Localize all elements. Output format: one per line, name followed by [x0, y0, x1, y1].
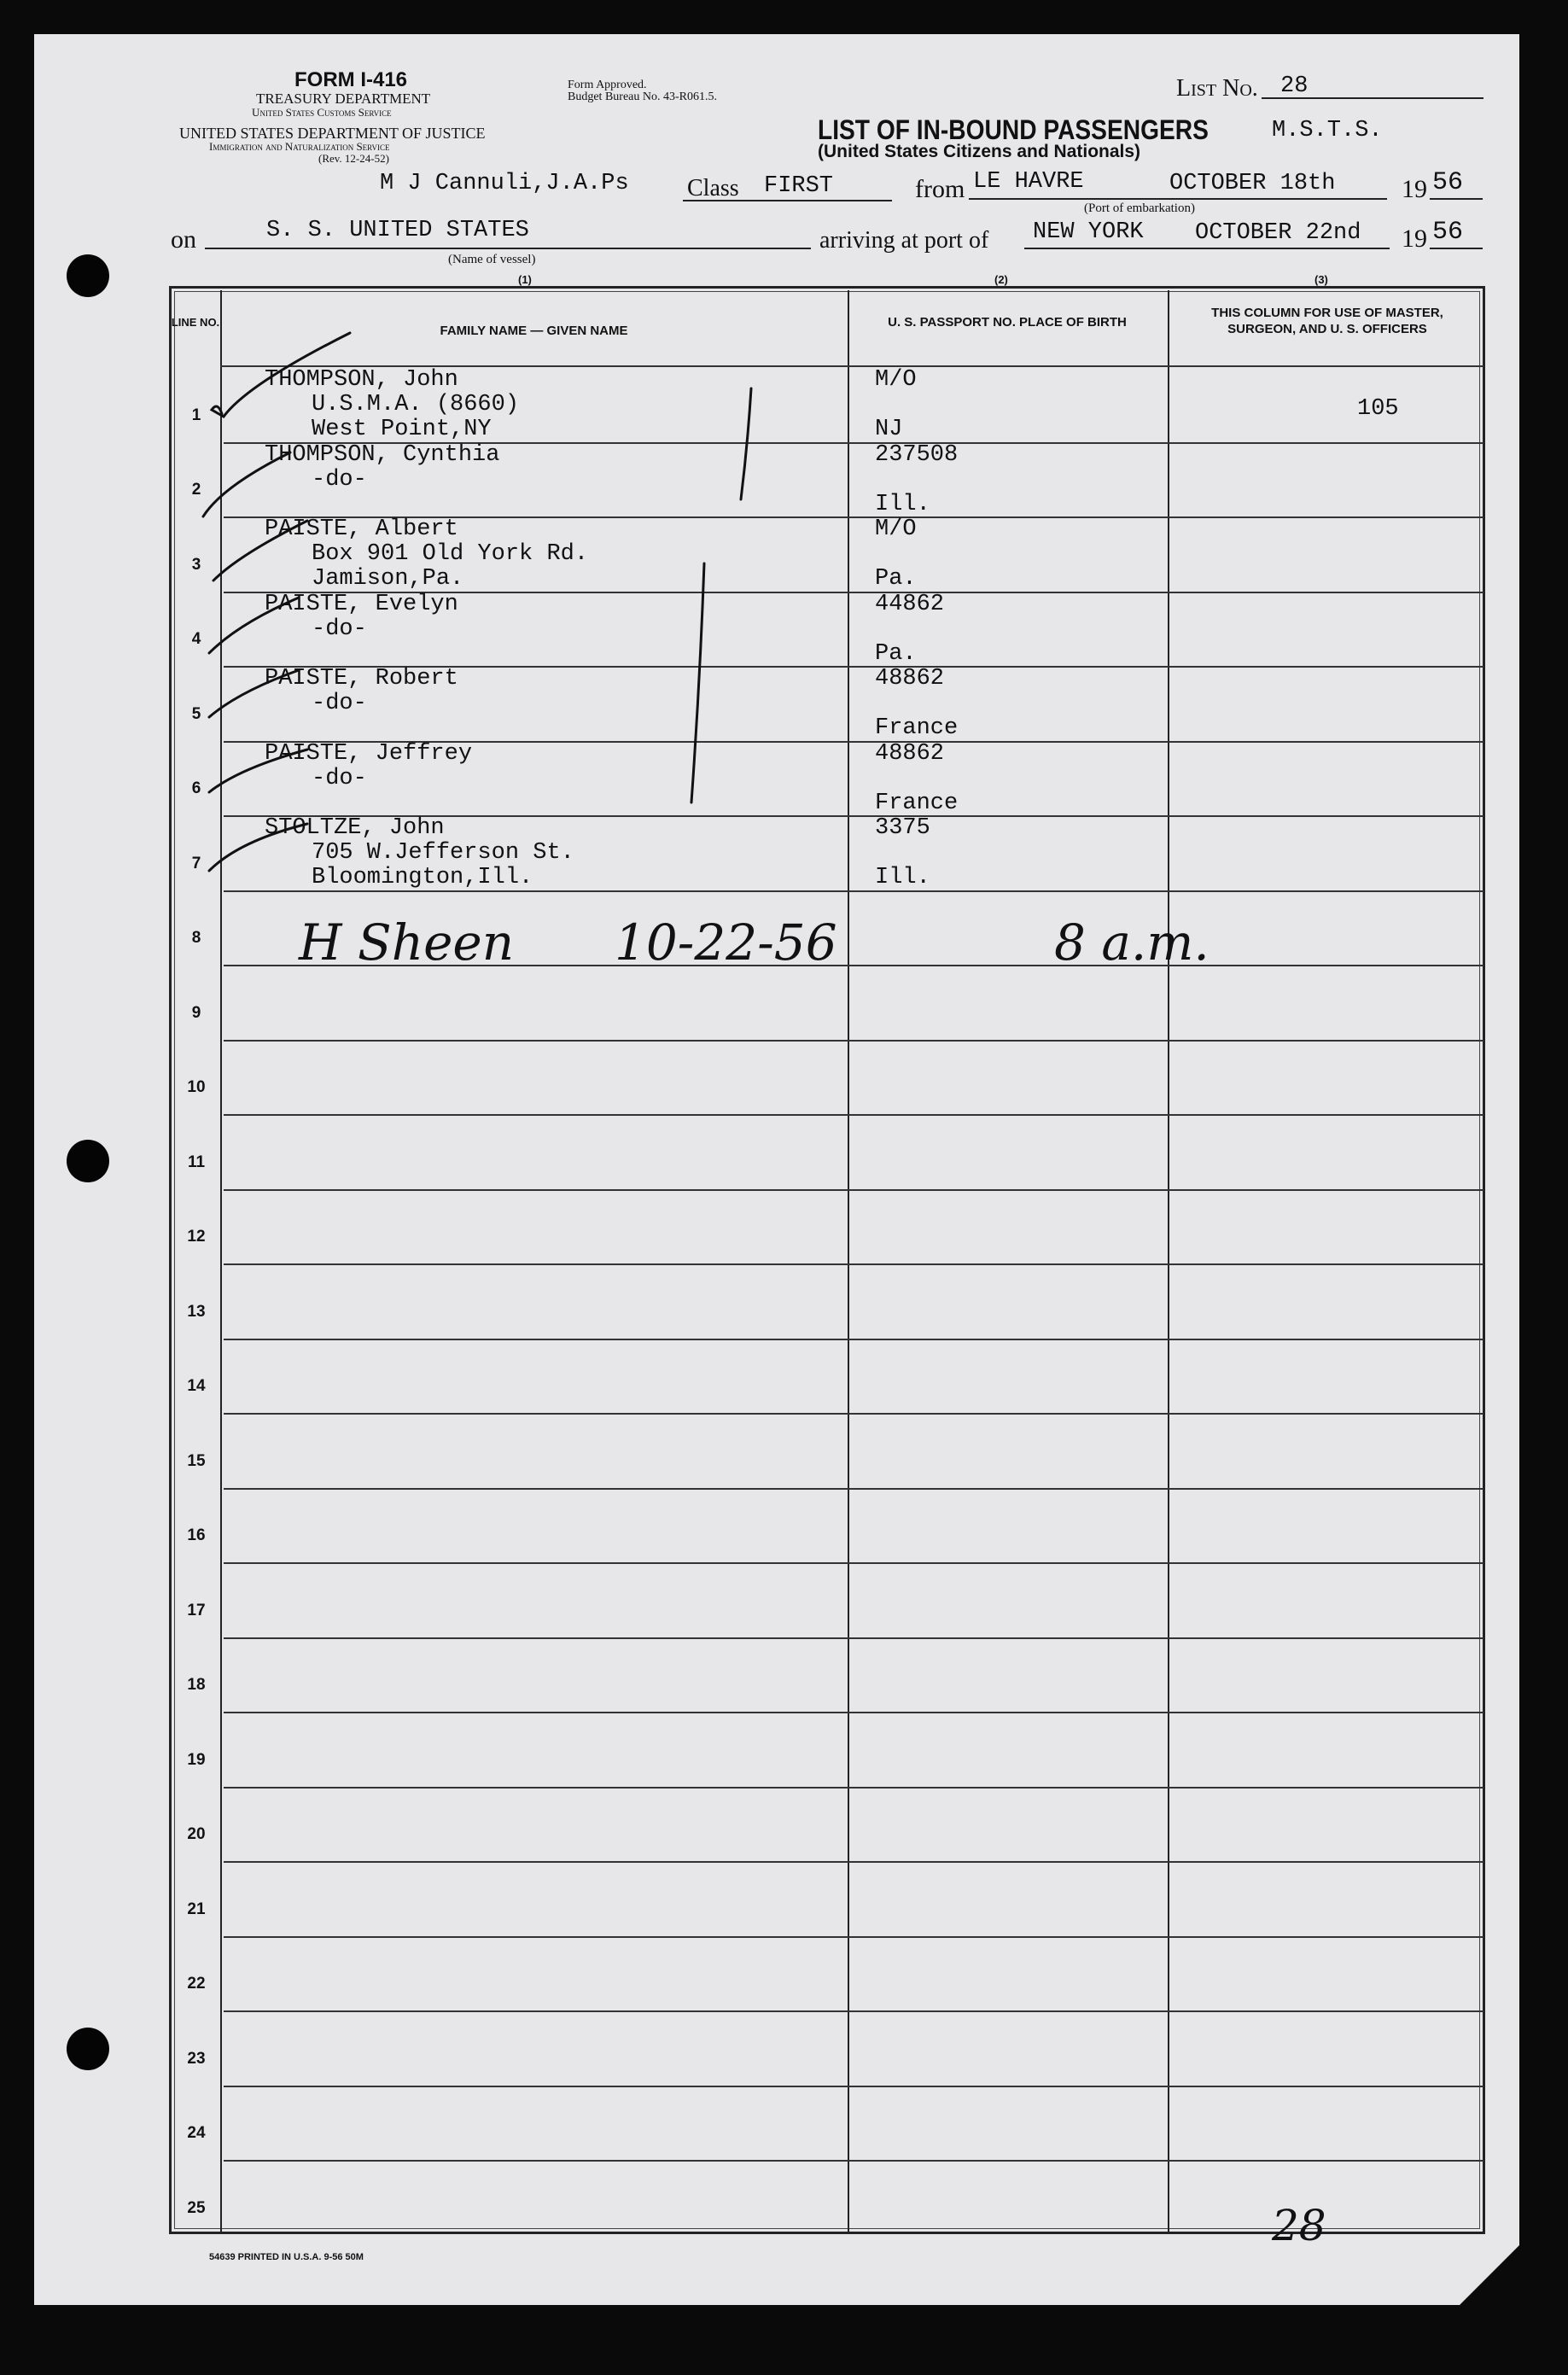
- line-number: 13: [187, 1302, 206, 1321]
- line-number: 1: [191, 406, 201, 424]
- vessel-underline: [205, 248, 811, 249]
- revision-date: (Rev. 12-24-52): [318, 152, 389, 165]
- col-num-3: (3): [1314, 273, 1328, 286]
- passenger-address-2: Bloomington,Ill.: [312, 865, 533, 890]
- place-of-birth: France: [875, 715, 959, 741]
- arrival-underline: [1024, 248, 1390, 249]
- embarkation-caption: (Port of embarkation): [1084, 201, 1195, 215]
- passenger-name: THOMPSON, Cynthia: [265, 441, 500, 468]
- passenger-address: -do-: [312, 691, 367, 716]
- place-of-birth: France: [875, 790, 959, 816]
- row-divider: [224, 1413, 1483, 1415]
- passport-number: 48862: [875, 740, 945, 767]
- arrival-year: 56: [1432, 218, 1464, 247]
- passenger-address-2: West Point,NY: [312, 417, 492, 442]
- line-number: 24: [187, 2124, 206, 2142]
- folded-corner: [1460, 2245, 1519, 2305]
- line-number: 3: [191, 555, 201, 574]
- list-no-value: 28: [1280, 73, 1309, 99]
- place-of-birth: Ill.: [875, 865, 930, 890]
- line-number: 4: [191, 630, 201, 648]
- year-underline-2: [1430, 248, 1483, 249]
- line-number: 18: [187, 1676, 206, 1694]
- passenger-name: STOLTZE, John: [265, 815, 445, 841]
- justice-dept: UNITED STATES DEPARTMENT OF JUSTICE: [179, 125, 486, 142]
- col-header-name: FAMILY NAME — GIVEN NAME: [440, 324, 628, 338]
- line-number: 14: [187, 1377, 206, 1395]
- passenger-name: THOMPSON, John: [265, 367, 458, 393]
- passport-number: 3375: [875, 815, 930, 841]
- inspector-signature: H Sheen: [299, 913, 515, 972]
- line-number: 17: [187, 1601, 206, 1619]
- passenger-name: PAISTE, Evelyn: [265, 591, 458, 617]
- line-number: 19: [187, 1750, 206, 1769]
- from-label: from: [915, 175, 965, 203]
- row-divider: [224, 1787, 1483, 1789]
- punch-hole: [67, 2028, 109, 2070]
- list-no-label: List No.: [1176, 75, 1258, 102]
- name-divider: [848, 290, 849, 2232]
- row-divider: [224, 1712, 1483, 1713]
- passport-number: 44862: [875, 591, 945, 617]
- passport-number: 48862: [875, 666, 945, 691]
- line-number: 20: [187, 1825, 206, 1843]
- punch-hole: [67, 254, 109, 297]
- budget-bureau: Budget Bureau No. 43-R061.5.: [568, 90, 717, 103]
- line-number: 6: [191, 779, 201, 797]
- passport-number: M/O: [875, 516, 917, 542]
- class-label: Class: [687, 175, 739, 201]
- row-divider: [224, 2160, 1483, 2162]
- treasury-dept: TREASURY DEPARTMENT: [256, 90, 431, 107]
- line-number: 9: [191, 1003, 201, 1022]
- line-number: 11: [187, 1152, 206, 1171]
- row-divider: [224, 1040, 1483, 1042]
- vessel-caption: (Name of vessel): [448, 253, 536, 266]
- line-number: 23: [187, 2049, 206, 2068]
- agent-name: M J Cannuli,J.A.Ps: [380, 171, 629, 196]
- row-divider: [224, 1339, 1483, 1340]
- immigration-service: Immigration and Naturalization Service: [209, 140, 390, 153]
- col-num-1: (1): [518, 273, 532, 286]
- passenger-address: -do-: [312, 765, 367, 791]
- arrival-date: OCTOBER 22nd: [1195, 220, 1361, 246]
- place-of-birth: NJ: [875, 417, 903, 442]
- passport-number: 237508: [875, 441, 959, 468]
- embarkation-port: LE HAVRE: [973, 169, 1084, 195]
- row-divider: [224, 1114, 1483, 1116]
- line-number: 7: [191, 854, 201, 872]
- row-divider: [224, 2010, 1483, 2012]
- line-number: 2: [191, 481, 201, 499]
- passenger-name: PAISTE, Albert: [265, 516, 458, 542]
- passport-number: M/O: [875, 367, 917, 393]
- passenger-name: PAISTE, Jeffrey: [265, 740, 473, 767]
- year-underline-1: [1430, 198, 1483, 200]
- row-divider: [224, 1861, 1483, 1863]
- line-number: 25: [187, 2198, 206, 2217]
- row-divider: [224, 1637, 1483, 1639]
- punch-hole: [67, 1140, 109, 1182]
- passenger-address: U.S.M.A. (8660): [312, 392, 520, 417]
- line-number: 21: [187, 1899, 206, 1918]
- place-of-birth: Ill.: [875, 491, 930, 517]
- row-divider: [224, 1263, 1483, 1265]
- passenger-address: 705 W.Jefferson St.: [312, 840, 574, 866]
- printer-footer: 54639 PRINTED IN U.S.A. 9-56 50M: [209, 2252, 364, 2262]
- line-number: 15: [187, 1451, 206, 1470]
- year-prefix-1: 19: [1402, 175, 1427, 203]
- on-label: on: [171, 225, 196, 254]
- place-of-birth: Pa.: [875, 640, 917, 667]
- document-title: LIST OF IN-BOUND PASSENGERS: [818, 114, 1209, 145]
- arriving-label: arriving at port of: [819, 227, 989, 254]
- class-value: FIRST: [764, 173, 834, 199]
- row-divider: [224, 1189, 1483, 1191]
- from-underline: [969, 198, 1387, 200]
- row-divider: [224, 2086, 1483, 2087]
- col-header-officers: THIS COLUMN FOR USE OF MASTER, SURGEON, AND U. S. OFFICERS: [1211, 306, 1443, 336]
- col-num-2: (2): [994, 273, 1008, 286]
- msts-mark: M.S.T.S.: [1272, 118, 1383, 143]
- place-of-birth: Pa.: [875, 566, 917, 592]
- handwritten-page-number: 28: [1272, 2201, 1326, 2250]
- passenger-name: PAISTE, Robert: [265, 666, 458, 691]
- row-divider: [224, 1936, 1483, 1938]
- row-divider: [224, 1562, 1483, 1564]
- line-number: 12: [187, 1228, 206, 1246]
- customs-service: United States Customs Service: [252, 106, 392, 119]
- line-number: 10: [187, 1078, 206, 1096]
- departure-year: 56: [1432, 168, 1464, 197]
- departure-date: OCTOBER 18th: [1169, 171, 1336, 196]
- document-subtitle: (United States Citizens and Nationals): [818, 142, 1141, 161]
- passenger-address: Box 901 Old York Rd.: [312, 541, 589, 567]
- passenger-address: -do-: [312, 616, 367, 642]
- officer-note: 105: [1357, 396, 1399, 422]
- line-number: 22: [187, 1975, 206, 1993]
- line-number: 16: [187, 1526, 206, 1544]
- year-prefix-2: 19: [1402, 225, 1427, 253]
- line-number: 8: [191, 929, 201, 947]
- form-approved: Form Approved.: [568, 79, 647, 91]
- check-marks: [171, 324, 768, 888]
- inspection-time: 8 a.m.: [1054, 913, 1210, 972]
- passenger-address-2: Jamison,Pa.: [312, 566, 464, 592]
- form-number: FORM I-416: [294, 68, 408, 91]
- list-no-underline: [1262, 97, 1483, 99]
- inspection-date: 10-22-56: [615, 913, 837, 972]
- line-number: 5: [191, 704, 201, 723]
- col-header-passport: U. S. PASSPORT NO. PLACE OF BIRTH: [888, 315, 1127, 330]
- passenger-address: -do-: [312, 466, 367, 493]
- row-divider: [224, 1488, 1483, 1490]
- arrival-port: NEW YORK: [1033, 219, 1144, 245]
- col-header-line: LINE NO.: [171, 316, 220, 329]
- vessel-name: S. S. UNITED STATES: [266, 218, 529, 243]
- passport-divider: [1168, 290, 1169, 2232]
- class-underline: [683, 200, 892, 201]
